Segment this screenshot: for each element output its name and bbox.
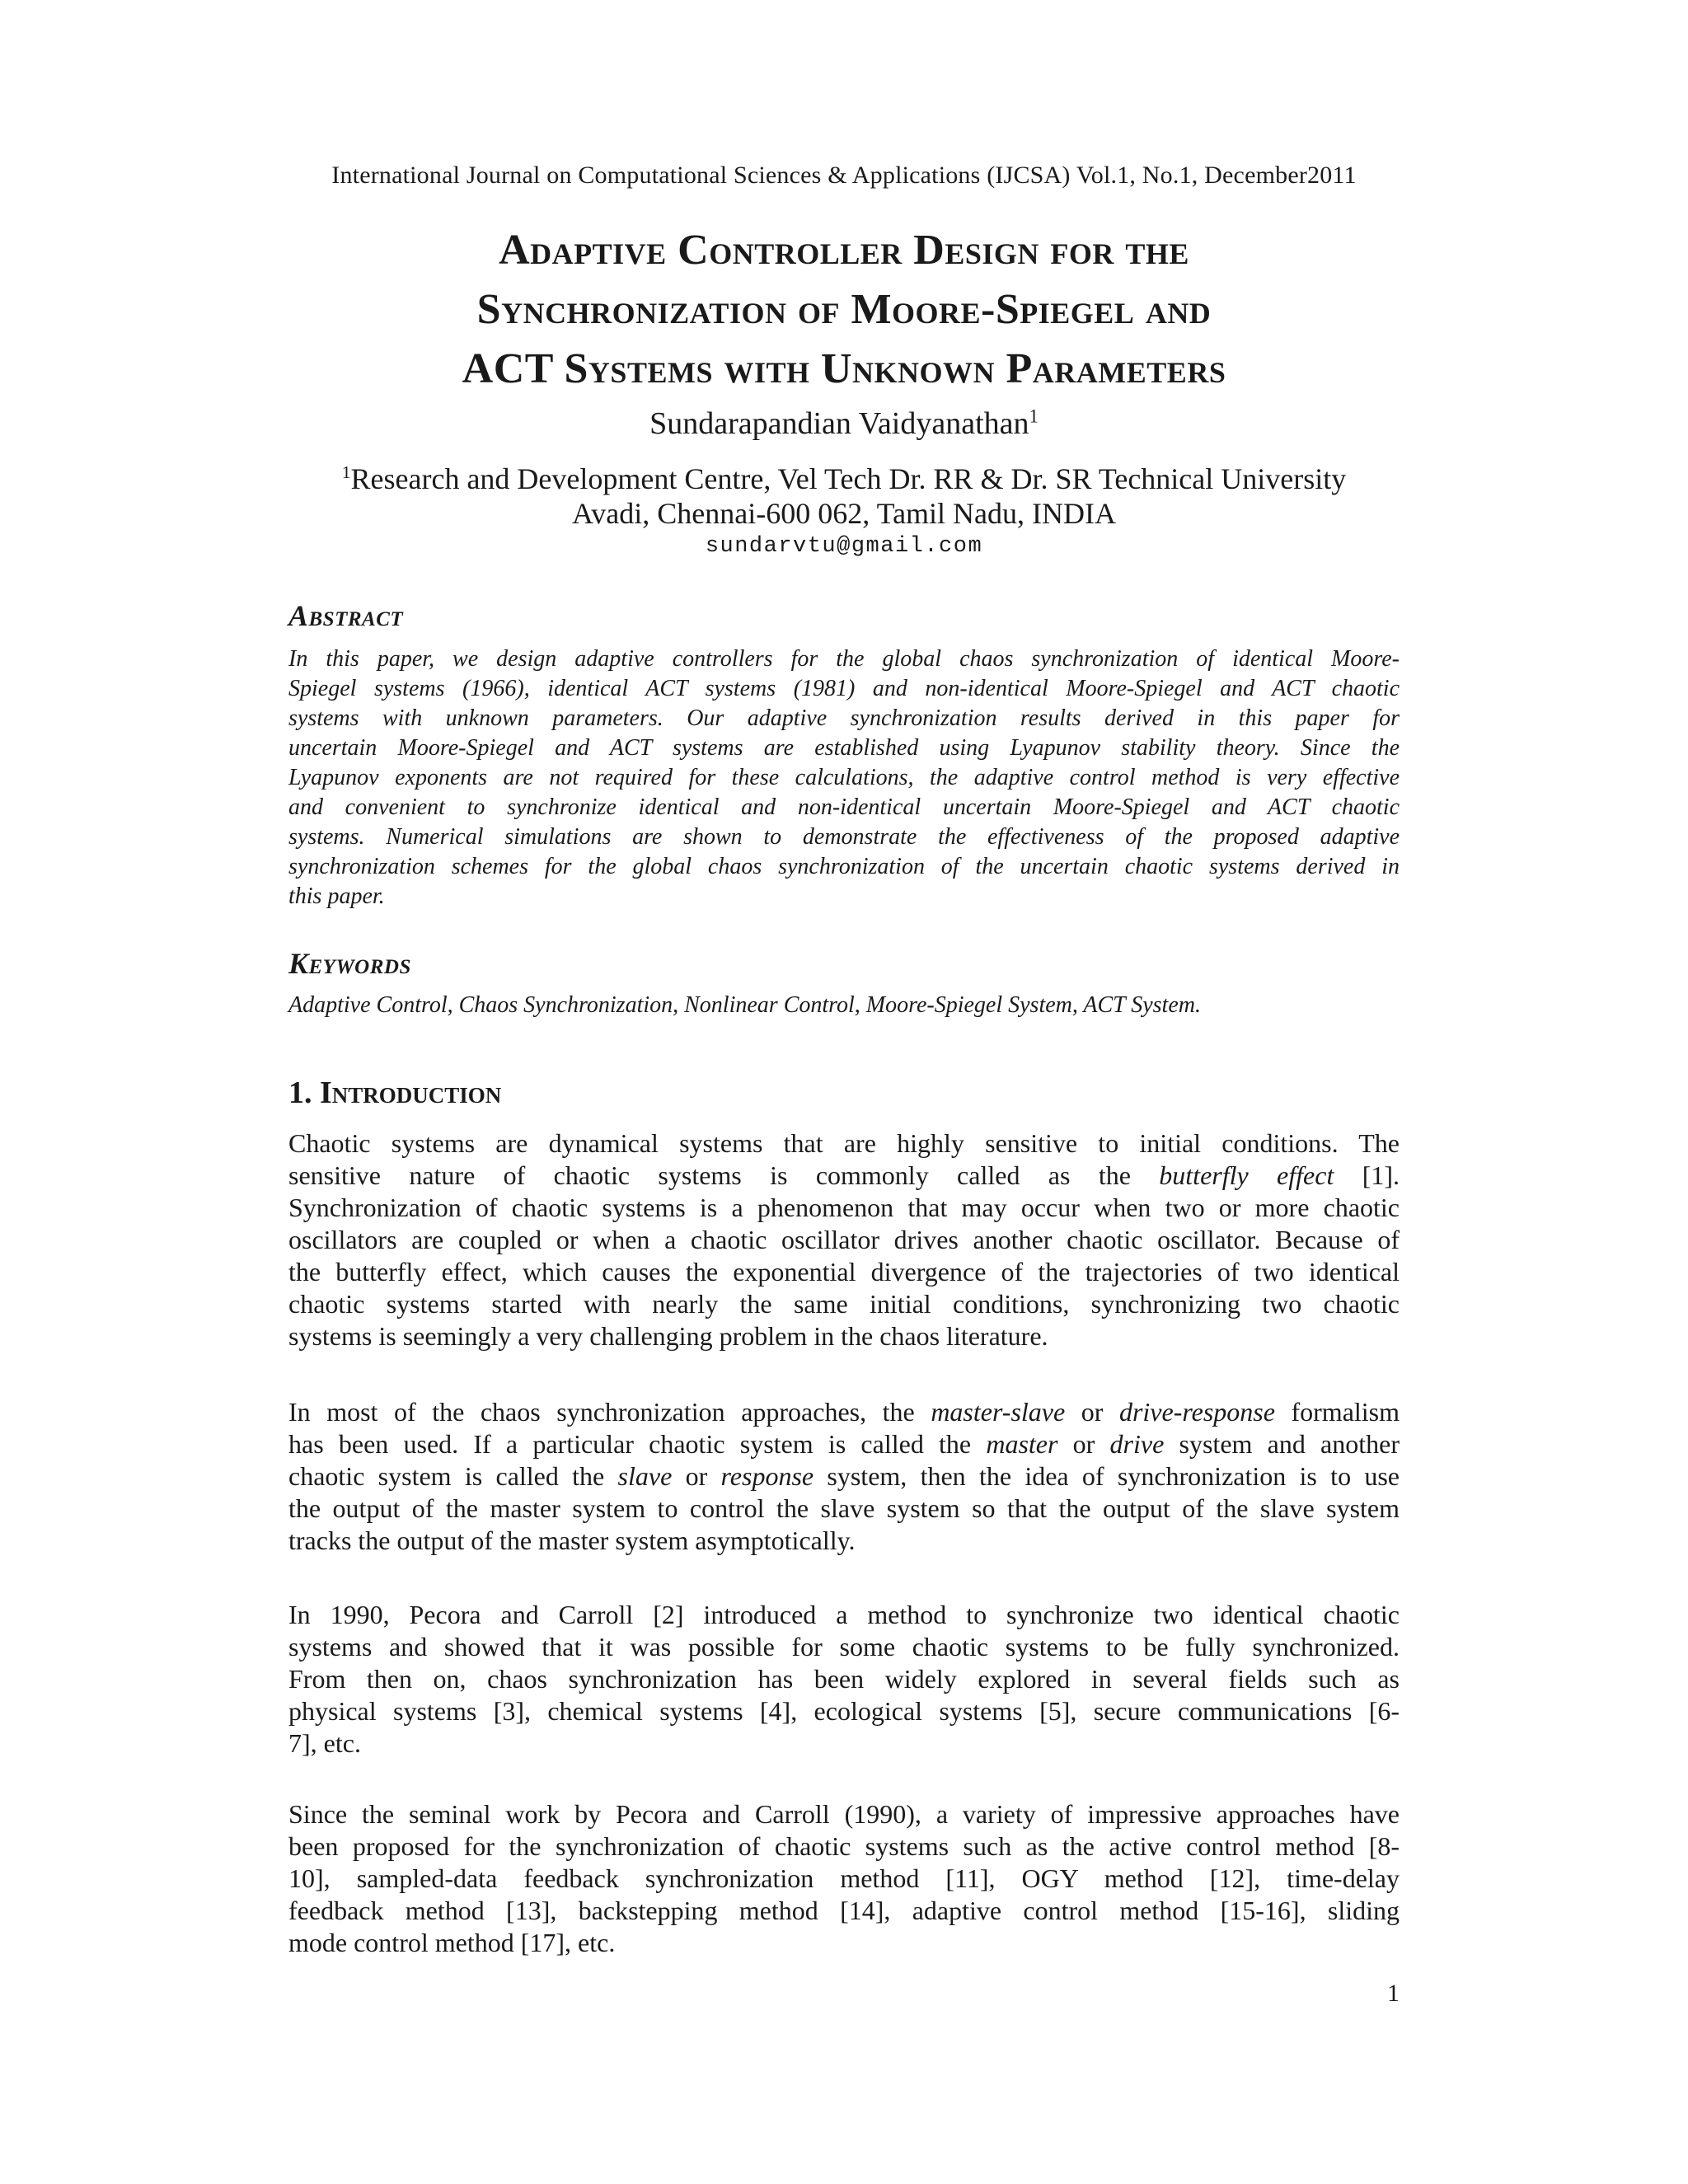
text-run: sensitive nature of chaotic systems is commonly called as the (288, 1160, 1160, 1190)
text-line: Since the seminal work by Pecora and Carroll (1990), a variety of impressive approaches have (288, 1799, 1400, 1829)
text-line: Synchronization of chaotic systems is a phenomenon that may occur when two or more chaotic (288, 1193, 1400, 1222)
text-line (288, 1396, 1400, 1428)
keywords-heading: Keywords (288, 947, 411, 980)
text-line: 10], sampled-data feedback synchronization method [11], OGY method [12], time-delay (288, 1863, 1400, 1893)
text-line: physical systems [3], chemical systems [4], ecological systems [5], secure communications [6- (288, 1696, 1400, 1726)
text-line: tracks the output of the master system asymptotically. (288, 1526, 856, 1555)
text-run: or (1057, 1429, 1110, 1459)
abstract-line: In this paper, we design adaptive controllers for the global chaos synchronization of identical Moore- (288, 646, 1400, 672)
text-line (288, 1428, 1400, 1460)
title-line: ACT Systems with Unknown Parameters (462, 345, 1226, 392)
text-line: In 1990, Pecora and Carroll [2] introduced a method to synchronize two identical chaotic (288, 1600, 1400, 1629)
abstract-line: Spiegel systems (1966), identical ACT systems (1981) and non-identical Moore-Spiegel and ACT chaotic (288, 676, 1400, 701)
abstract-line: Lyapunov exponents are not required for these calculations, the adaptive control method is very effective (288, 765, 1400, 790)
abstract-line: systems. Numerical simulations are shown to demonstrate the effectiveness of the proposed adaptive (288, 824, 1400, 850)
affiliation (0, 462, 1688, 531)
text-run: has been used. If a particular chaotic system is called the (288, 1429, 987, 1459)
title-line: Adaptive Controller Design for the (499, 227, 1189, 274)
author (0, 405, 1688, 442)
text-line (288, 1460, 1400, 1493)
title-line: Synchronization of Moore-Spiegel and (476, 286, 1212, 333)
abstract-heading: Abstract (288, 599, 404, 632)
text-line: feedback method [13], backstepping method [14], adaptive control method [15-16], sliding (288, 1896, 1400, 1925)
text-line: From then on, chaos synchronization has been widely explored in several fields such as (288, 1664, 1400, 1694)
page-number: 1 (1387, 1980, 1400, 2007)
text-run: [1]. (1334, 1160, 1400, 1190)
text-line: chaotic systems started with nearly the same initial conditions, synchronizing two chaotic (288, 1289, 1400, 1319)
emphasis: response (720, 1461, 814, 1491)
emphasis: master (986, 1429, 1058, 1459)
introduction-heading: 1. Introduction (288, 1076, 502, 1110)
intro-paragraph-1 (288, 1127, 1400, 1352)
text-run: system and another (1164, 1429, 1400, 1459)
text-line: been proposed for the synchronization of chaotic systems such as the active control method [8- (288, 1831, 1400, 1861)
affiliation-text: Research and Development Centre, Vel Tech Dr. RR & Dr. SR Technical University (350, 462, 1347, 495)
journal-header: International Journal on Computational Sciences & Applications (IJCSA) Vol.1, No.1, December2011 (331, 162, 1357, 189)
text-run: system, then the idea of synchronization is to use (814, 1461, 1400, 1491)
author-email[interactable]: sundarvtu@gmail.com (705, 534, 983, 559)
affiliation-line-1 (0, 462, 1688, 496)
emphasis: drive-response (1118, 1397, 1275, 1427)
keywords-list: Adaptive Control, Chaos Synchronization, Nonlinear Control, Moore-Spiegel System, ACT System. (288, 992, 1201, 1018)
text-run: or (672, 1461, 721, 1491)
abstract-line: and convenient to synchronize identical and non-identical uncertain Moore-Spiegel and ACT chaotic (288, 794, 1400, 820)
emphasis: slave (617, 1461, 673, 1491)
intro-paragraph-3 (288, 1599, 1400, 1760)
intro-paragraph-4 (288, 1798, 1400, 1959)
abstract-line: this paper. (288, 883, 385, 909)
text-line: systems is seemingly a very challenging problem in the chaos literature. (288, 1321, 1048, 1351)
text-run: chaotic system is called the (288, 1461, 618, 1491)
text-line (288, 1160, 1400, 1192)
text-line: the butterfly effect, which causes the exponential divergence of the trajectories of two identical (288, 1257, 1400, 1286)
text-run: or (1065, 1397, 1119, 1427)
paper-title (247, 221, 1441, 399)
abstract-line: systems with unknown parameters. Our adaptive synchronization results derived in this paper for (288, 705, 1400, 731)
text-line: Chaotic systems are dynamical systems that are highly sensitive to initial conditions. The (288, 1128, 1400, 1158)
emphasis: master-slave (931, 1397, 1066, 1427)
affiliation-line-2: Avadi, Chennai-600 062, Tamil Nadu, INDIA (571, 497, 1117, 530)
emphasis: butterfly effect (1159, 1160, 1334, 1190)
text-line: mode control method [17], etc. (288, 1928, 616, 1957)
abstract-body (288, 644, 1400, 912)
abstract-line: synchronization schemes for the global chaos synchronization of the uncertain chaotic systems derived in (288, 854, 1400, 879)
emphasis: drive (1109, 1429, 1165, 1459)
text-line: the output of the master system to control the slave system so that the output of the slave system (288, 1493, 1400, 1523)
author-name: Sundarapandian Vaidyanathan (649, 406, 1029, 441)
affiliation-marker: 1 (341, 462, 351, 482)
text-run: formalism (1274, 1397, 1400, 1427)
intro-paragraph-2 (288, 1396, 1400, 1557)
text-run: In most of the chaos synchronization approaches, the (288, 1397, 931, 1427)
text-line: 7], etc. (288, 1728, 361, 1758)
text-line: systems and showed that it was possible for some chaotic systems to be fully synchronized. (288, 1632, 1400, 1661)
author-marker: 1 (1029, 405, 1039, 427)
text-line: oscillators are coupled or when a chaotic oscillator drives another chaotic oscillator. Because of (288, 1225, 1400, 1254)
abstract-line: uncertain Moore-Spiegel and ACT systems are established using Lyapunov stability theory. Since the (288, 735, 1400, 761)
